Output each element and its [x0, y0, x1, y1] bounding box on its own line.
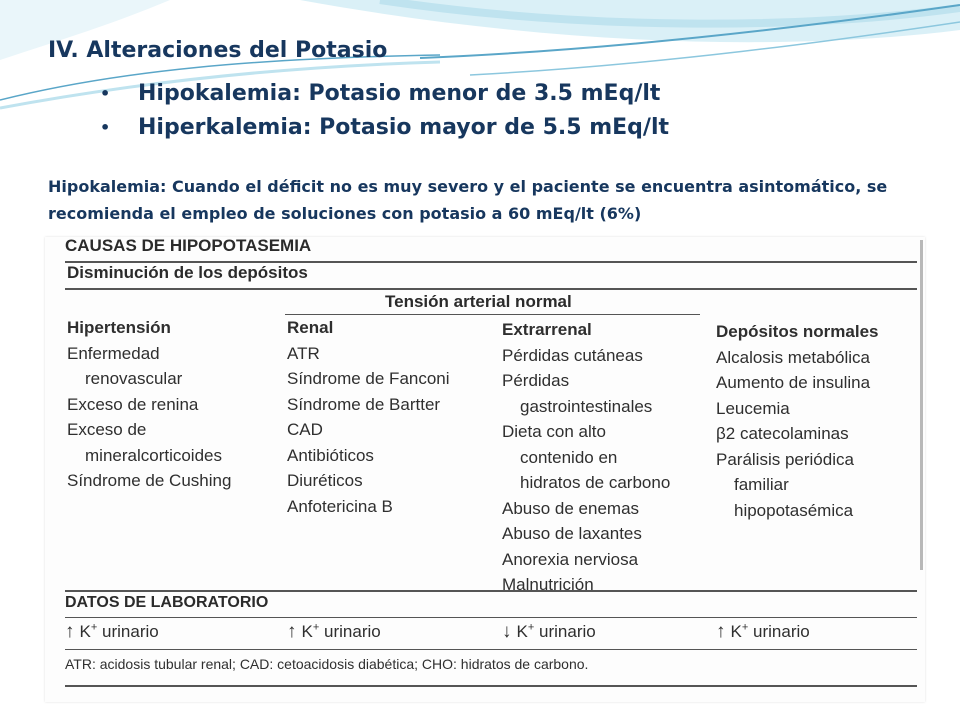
hipokalemia-note: Hipokalemia: Cuando el déficit no es muy severo y el paciente se encuentra asintomático, se recomienda el empleo de soluciones con potasio a 60 mEq/lt (6%) — [48, 177, 888, 223]
cause-item: Dieta con alto — [502, 422, 606, 441]
cause-item: Diuréticos — [287, 471, 363, 490]
cause-item: familiar — [734, 475, 789, 494]
cause-item: CAD — [287, 420, 323, 439]
arrow-icon: ↓ — [502, 621, 512, 642]
divider — [65, 685, 917, 687]
cause-item: gastrointestinales — [520, 396, 653, 416]
ion-charge: + — [312, 621, 320, 634]
cause-item: renovascular — [85, 369, 183, 388]
cause-item: Síndrome de Cushing — [67, 471, 232, 490]
lab-title: DATOS DE LABORATORIO — [65, 594, 269, 611]
divider — [65, 590, 917, 592]
lab-value-hipertension — [65, 621, 159, 643]
scanned-table — [45, 237, 925, 702]
column-items — [502, 343, 670, 598]
cause-item: Abuso de laxantes — [502, 524, 642, 543]
cause-item: Pérdidas — [502, 371, 570, 390]
cause-item: Enfermedad — [67, 343, 160, 363]
bullet-hipokalemia — [100, 80, 669, 114]
cause-item: hipopotasémica — [734, 500, 854, 520]
cause-item: ATR — [287, 343, 320, 363]
lab-text: urinario — [324, 622, 381, 641]
table-footnote: ATR: acidosis tubular renal; CAD: cetoacidosis diabética; CHO: hidratos de carbono. — [65, 656, 589, 672]
ion-symbol: K — [79, 622, 91, 641]
scan-edge — [920, 240, 923, 570]
ion-symbol: K — [301, 622, 313, 641]
bullet-list — [100, 80, 669, 148]
lab-text: urinario — [539, 622, 596, 641]
lab-text: urinario — [753, 622, 810, 641]
bullet-hiperkalemia — [100, 114, 669, 148]
cause-item: Síndrome de Bartter — [287, 394, 441, 414]
lab-value-extrarrenal — [502, 621, 596, 643]
bullet-dot-icon: • — [100, 84, 111, 103]
column-items — [67, 341, 231, 494]
divider — [65, 617, 917, 618]
group-header: Tensión arterial normal — [385, 292, 572, 311]
column-extrarrenal — [502, 317, 670, 598]
cause-item: Parálisis periódica — [716, 449, 854, 469]
column-items — [287, 341, 450, 520]
cause-item: β2 catecolaminas — [716, 424, 849, 443]
cause-item: Pérdidas cutáneas — [502, 345, 643, 365]
divider — [65, 649, 917, 650]
lab-value-renal — [287, 621, 381, 643]
arrow-icon: ↑ — [716, 621, 726, 642]
divider — [65, 288, 917, 290]
slide-title: IV. Alteraciones del Potasio — [48, 38, 388, 63]
bullet-text: Hipokalemia: Potasio menor de 3.5 mEq/lt — [138, 81, 661, 106]
column-header: Extrarrenal — [502, 320, 592, 339]
ion-symbol: K — [516, 622, 528, 641]
cause-item: Aumento de insulina — [716, 373, 871, 392]
cause-item: Exceso de renina — [67, 394, 199, 414]
arrow-icon: ↑ — [65, 621, 75, 642]
ion-charge: + — [90, 621, 98, 634]
column-depositos-normales — [716, 319, 879, 523]
cause-item: Exceso de — [67, 420, 147, 439]
column-items — [716, 345, 879, 524]
bullet-dot-icon: • — [100, 118, 111, 137]
column-header: Renal — [287, 318, 334, 337]
lab-text: urinario — [102, 622, 159, 641]
column-header: Depósitos normales — [716, 322, 879, 341]
cause-item: contenido en — [520, 447, 618, 467]
lab-value-depositos-normales — [716, 621, 810, 643]
cause-item: Leucemia — [716, 398, 790, 418]
column-header: Hipertensión — [67, 318, 171, 337]
table-title: CAUSAS DE HIPOPOTASEMIA — [65, 236, 312, 255]
cause-item: Antibióticos — [287, 445, 374, 465]
cause-item: Abuso de enemas — [502, 498, 640, 518]
cause-item: Anorexia nerviosa — [502, 549, 639, 569]
arrow-icon: ↑ — [287, 621, 297, 642]
column-renal — [287, 315, 450, 519]
table-subtitle: Disminución de los depósitos — [67, 263, 308, 282]
column-hipertension — [67, 315, 231, 494]
ion-charge: + — [741, 621, 749, 634]
ion-symbol: K — [730, 622, 742, 641]
cause-item: Alcalosis metabólica — [716, 347, 871, 367]
cause-item: hidratos de carbono — [520, 473, 671, 492]
ion-charge: + — [527, 621, 535, 634]
cause-item: Malnutrición — [502, 575, 594, 594]
cause-item: Anfotericina B — [287, 496, 393, 516]
cause-item: Síndrome de Fanconi — [287, 369, 450, 388]
bullet-text: Hiperkalemia: Potasio mayor de 5.5 mEq/lt — [138, 115, 669, 140]
cause-item: mineralcorticoides — [85, 445, 222, 465]
